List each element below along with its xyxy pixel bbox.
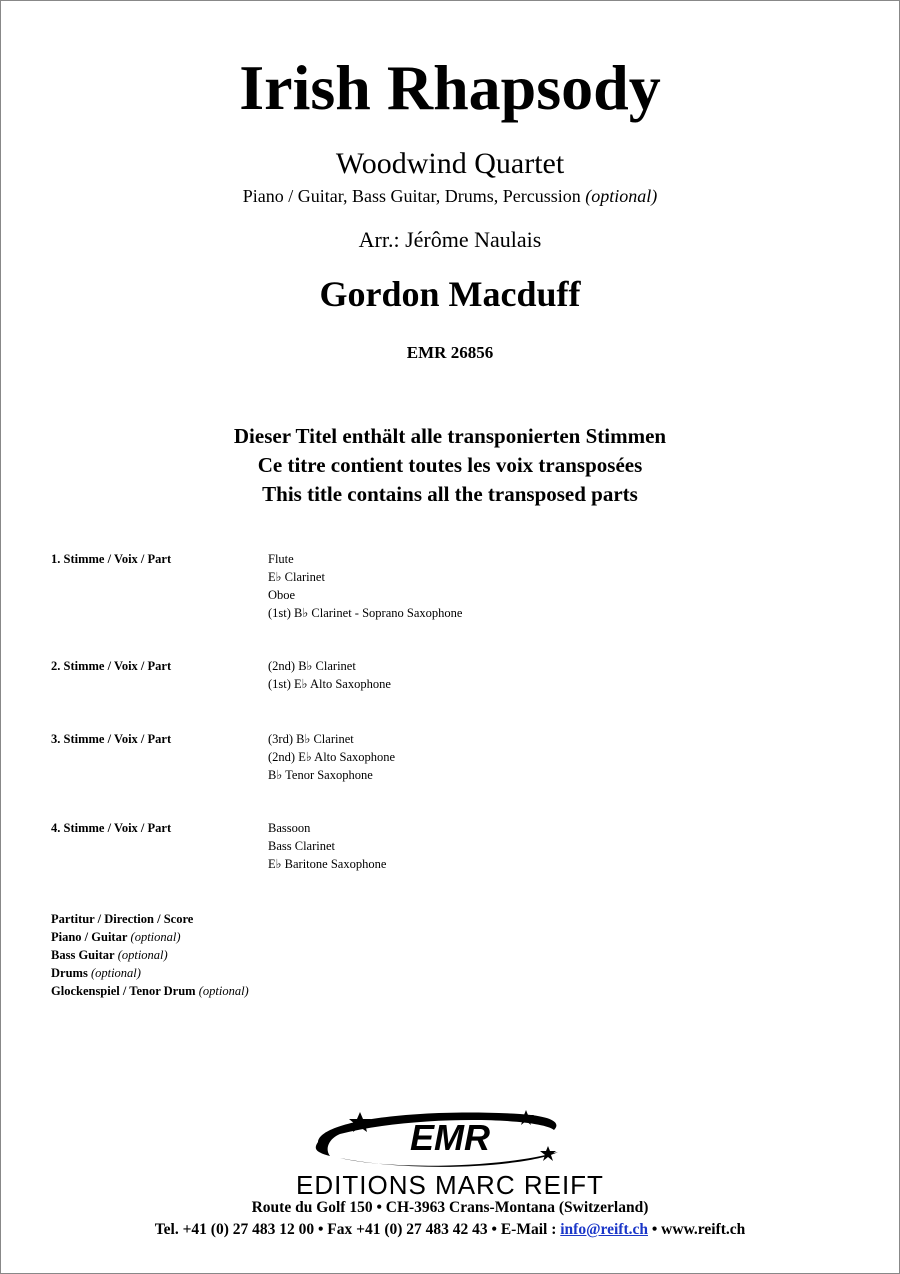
emr-logo: [300, 1108, 600, 1172]
piece-title: Irish Rhapsody: [239, 52, 661, 123]
publisher-address: Route du Golf 150 • CH-3963 Crans-Montana (Switzerland): [251, 1199, 649, 1216]
instrument-item: E♭ Clarinet: [268, 570, 325, 584]
website: • www.reift.ch: [648, 1221, 746, 1238]
extra-item: [51, 982, 249, 1000]
transposed-notice: [0, 422, 900, 509]
instrument-item: (2nd) E♭ Alto Saxophone: [268, 750, 396, 764]
part-label: 1. Stimme / Voix / Part: [51, 552, 172, 566]
extra-item: [51, 964, 249, 982]
logo-text: EMR: [410, 1117, 490, 1158]
instrument-item: (1st) B♭ Clarinet - Soprano Saxophone: [268, 606, 463, 620]
instrument-item: Bass Clarinet: [268, 839, 336, 853]
extra-note: (optional): [90, 966, 141, 980]
arranger: Arr.: Jérôme Naulais: [358, 227, 542, 252]
part-instruments: [268, 730, 395, 784]
extra-note: (optional): [130, 930, 181, 944]
part-label: 3. Stimme / Voix / Part: [51, 732, 172, 746]
catalog-number: EMR 26856: [406, 343, 494, 362]
extra-parts-list: [51, 910, 249, 1000]
part-instruments: [268, 819, 386, 873]
extra-label: Piano / Guitar: [51, 930, 128, 944]
instrument-item: (3rd) B♭ Clarinet: [268, 732, 354, 746]
publisher-contact: [0, 1220, 900, 1240]
instrument-item: Oboe: [268, 588, 296, 602]
notice-french: Ce titre contient toutes les voix transposées: [257, 453, 643, 477]
composer: Gordon Macduff: [319, 274, 581, 314]
tel-fax: Tel. +41 (0) 27 483 12 00 • Fax +41 (0) 27 483 42 43 • E-Mail :: [154, 1221, 561, 1238]
part-label: 2. Stimme / Voix / Part: [51, 659, 172, 673]
extra-label: Partitur / Direction / Score: [51, 912, 194, 926]
instrument-item: (2nd) B♭ Clarinet: [268, 659, 356, 673]
publisher-name: EDITIONS MARC REIFT: [296, 1170, 604, 1200]
instrument-item: E♭ Baritone Saxophone: [268, 857, 387, 871]
extra-item: [51, 928, 249, 946]
ensemble-subtitle: Woodwind Quartet: [335, 147, 565, 180]
notice-german: Dieser Titel enthält alle transponierten Stimmen: [233, 424, 667, 448]
extra-label: Glockenspiel / Tenor Drum: [51, 984, 196, 998]
extra-note: (optional): [117, 948, 168, 962]
notice-english: This title contains all the transposed parts: [262, 482, 638, 506]
instrument-item: Bassoon: [268, 821, 311, 835]
part-instruments: [268, 550, 462, 622]
instrument-item: (1st) E♭ Alto Saxophone: [268, 677, 391, 691]
instrument-item: Flute: [268, 552, 294, 566]
extra-item: [51, 910, 249, 928]
email-link[interactable]: info@reift.ch: [560, 1221, 648, 1238]
extra-label: Drums: [51, 966, 88, 980]
extra-label: Bass Guitar: [51, 948, 115, 962]
instrumentation-optional: (optional): [585, 186, 658, 206]
instrumentation-line: [0, 184, 900, 208]
part-instruments: [268, 657, 391, 693]
instrument-item: B♭ Tenor Saxophone: [268, 768, 373, 782]
part-label: 4. Stimme / Voix / Part: [51, 821, 172, 835]
extra-note: (optional): [198, 984, 249, 998]
extra-item: [51, 946, 249, 964]
instrumentation-main: Piano / Guitar, Bass Guitar, Drums, Percussion: [242, 186, 581, 206]
